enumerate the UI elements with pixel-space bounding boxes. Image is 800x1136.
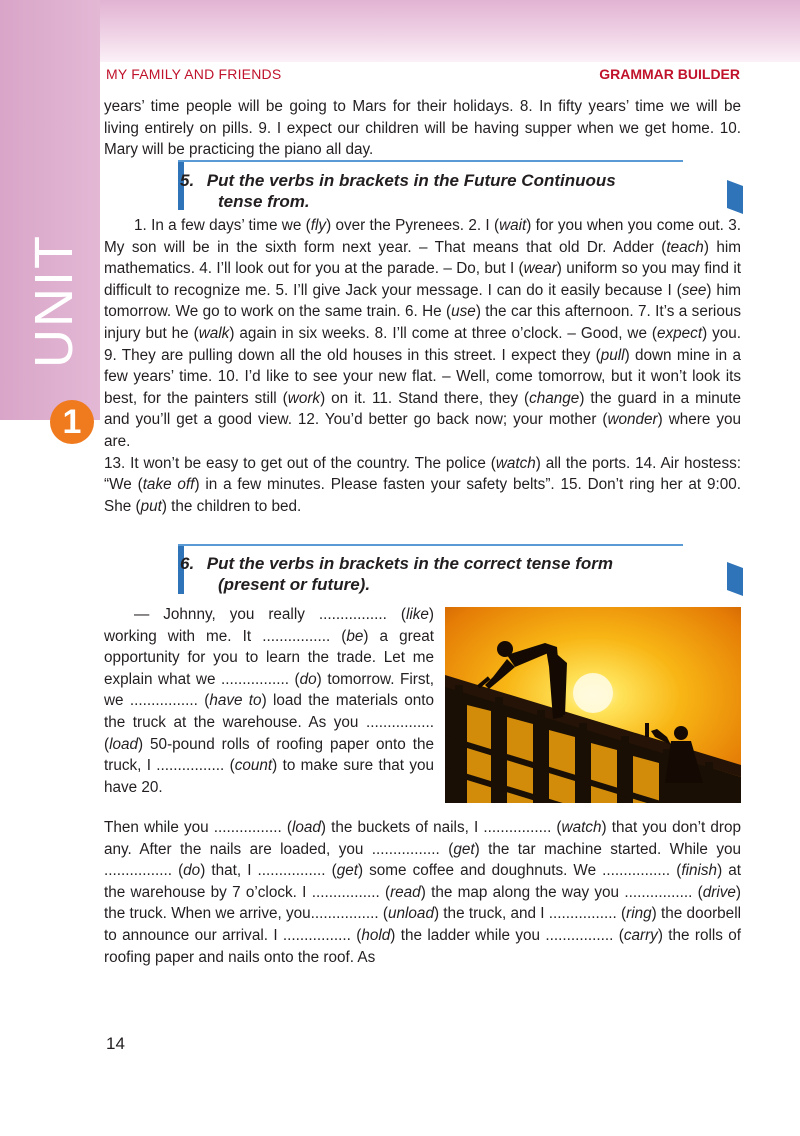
- exercise6-heading: [180, 553, 740, 595]
- sentence-text: ) the ladder while you ................ (: [390, 926, 624, 944]
- verb-prompt: change: [529, 389, 580, 407]
- photo-illustration: [445, 607, 741, 803]
- continuation-paragraph: years’ time people will be going to Mars for their holidays. 8. In fifty years’ time we will be living entirely on pills. 9. I expect our children will be having supper when we get home. 10. Mary will be practicing the piano all day.: [104, 98, 741, 159]
- sentence-text: ) the rolls of roofing paper and nails onto the roof. As: [104, 926, 742, 966]
- verb-prompt: drive: [702, 883, 736, 901]
- verb-prompt: count: [234, 757, 273, 775]
- sentence-text: Then while you ................ (: [104, 819, 292, 836]
- verb-prompt: work: [287, 389, 321, 407]
- sentence-text: ) the car this afternoon. 7. It’s a serious injury but he (: [104, 303, 741, 342]
- sentence-text: ) that you don’t drop any. After the nails are loaded, you ................ (: [104, 819, 742, 858]
- exercise6-number: 6.: [180, 554, 195, 573]
- sentence-text: ) the buckets of nails, I ................ (: [320, 819, 562, 836]
- sentence-text: ) that, I ................ (: [200, 862, 337, 880]
- sentence-text: ) in a few minutes. Please fasten your safety belts”. 15. Don’t ring her at 9:00. She (: [104, 476, 741, 515]
- verb-prompt: load: [109, 735, 139, 753]
- verb-prompt: have to: [209, 692, 262, 710]
- sentence-text: ) all the ports. 14. Air hostess: “We (: [104, 454, 741, 494]
- sentence-text: ) where you are.: [104, 411, 741, 450]
- sentence-text: ) him mathematics. 4. I’ll look out for you at the parade. – Do, but I (: [104, 238, 741, 278]
- verb-prompt: do: [183, 862, 201, 880]
- verb-prompt: wear: [523, 260, 557, 278]
- sentence-text: ) down mine in a few years’ time. 10. I’d like to see your new flat. – Well, come tomorrow, but it won’t look its best, for the painters still (: [104, 346, 741, 407]
- exercise6-heading-rule: [178, 544, 683, 546]
- page-number: 14: [106, 1034, 125, 1053]
- roofers-silhouette-photo: [445, 607, 741, 803]
- verb-prompt: expect: [657, 324, 703, 342]
- sentence-text: ) for you when you come out. 3. My son will be in the sixth form next year. – That means that old Dr. Adder (: [104, 217, 742, 256]
- verb-prompt: wonder: [607, 411, 658, 429]
- unit-number-badge: 1: [50, 400, 94, 444]
- verb-prompt: watch: [561, 819, 602, 836]
- sentence-text: ) the truck, and I ................ (: [433, 905, 627, 923]
- verb-prompt: wait: [499, 217, 527, 234]
- sentence-text: ) 50-pound rolls of roofing paper onto the truck, I ................ (: [104, 735, 434, 775]
- sentence-text: ) the children to bed.: [161, 497, 302, 515]
- sentence-text: 1. In a few days’ time we (: [134, 217, 311, 234]
- sentence-text: ) the doorbell to announce our arrival. I ................ (: [104, 905, 741, 944]
- running-header-section: MY FAMILY AND FRIENDS: [106, 66, 282, 82]
- sentence-text: ) him tomorrow. We go to work on the same train. 6. He (: [104, 281, 741, 321]
- exercise6-body-wide: [104, 817, 741, 968]
- verb-prompt: fly: [310, 217, 327, 234]
- exercise5-number: 5.: [180, 171, 195, 190]
- sentence-text: ) uniform so you may find it difficult to recognize me. 5. I’ll give Jack your message. I can do it easily because I (: [104, 260, 741, 299]
- sentence-text: — Johnny, you really ................ (: [134, 606, 406, 623]
- verb-prompt: get: [336, 862, 358, 880]
- verb-prompt: load: [291, 819, 321, 836]
- verb-prompt: ring: [626, 905, 652, 923]
- sentence-text: ) on it. 11. Stand there, they (: [320, 389, 530, 407]
- unit-label: UNIT: [24, 234, 84, 368]
- sentence-text: ) a great opportunity for you to learn the trade. Let me explain what we ................ (: [104, 627, 435, 688]
- verb-prompt: hold: [361, 926, 391, 944]
- sentence-text: ) load the materials onto the truck at the warehouse. As you ................ (: [104, 692, 434, 753]
- exercise6-body-narrow: [104, 604, 434, 798]
- verb-prompt: see: [681, 281, 707, 299]
- exercise6-title-line1: Put the verbs in brackets in the correct tense form: [206, 554, 613, 573]
- exercise6-dialogue-start: [104, 604, 434, 798]
- verb-prompt: put: [140, 497, 162, 515]
- sentence-text: ) at the warehouse by 7 o’clock. I ................ (: [104, 862, 742, 901]
- verb-prompt: teach: [666, 238, 704, 256]
- sentence-text: ) the guard in a minute and you’ll get a good view. 12. You’d better go back now; your mother (: [104, 389, 741, 429]
- verb-prompt: finish: [681, 862, 718, 880]
- continuation-text: [104, 96, 741, 161]
- verb-prompt: walk: [198, 324, 230, 342]
- exercise5-body: [104, 215, 741, 517]
- verb-prompt: be: [346, 627, 364, 645]
- verb-prompt: carry: [623, 926, 658, 944]
- sentence-text: ) over the Pyrenees. 2. I (: [326, 217, 500, 234]
- exercise6-dialogue-continued: [104, 817, 741, 968]
- verb-prompt: read: [390, 883, 421, 901]
- verb-prompt: take off: [142, 476, 195, 494]
- exercise5-title-line1: Put the verbs in brackets in the Future Continuous: [206, 171, 616, 190]
- header-band: [0, 0, 800, 62]
- running-header-topic: GRAMMAR BUILDER: [599, 66, 740, 82]
- verb-prompt: like: [405, 606, 429, 623]
- exercise5-sentences: [104, 215, 741, 517]
- sentence-text: ) the map along the way you ................ (: [420, 883, 703, 901]
- sentence-text: 13. It won’t be easy to get out of the country. The police (: [104, 454, 496, 472]
- exercise6-title-line2: (present or future).: [218, 575, 371, 594]
- sentence-text: ) you. 9. They are pulling down all the old houses in this street. I expect they (: [104, 324, 742, 364]
- sentence-text: ) again in six weeks. 8. I’ll come at three o’clock. – Good, we (: [229, 324, 657, 342]
- exercise5-heading-rule: [178, 160, 683, 162]
- sentence-text: ) the truck. When we arrive, you................ (: [104, 883, 741, 923]
- exercise5-heading: [180, 170, 740, 212]
- verb-prompt: do: [299, 670, 317, 688]
- sentence-text: ) the tar machine started. While you ................ (: [104, 840, 741, 880]
- verb-prompt: watch: [495, 454, 536, 472]
- sentence-text: ) to make sure that you have 20.: [104, 757, 434, 796]
- sentence-text: ) working with me. It ................ (: [104, 606, 434, 645]
- verb-prompt: use: [451, 303, 476, 321]
- sentence-text: ) tomorrow. First, we ................ (: [104, 670, 435, 710]
- verb-prompt: get: [453, 840, 475, 858]
- sentence-text: ) some coffee and doughnuts. We ................ (: [357, 862, 682, 880]
- verb-prompt: unload: [388, 905, 434, 923]
- exercise5-title-line2: tense from.: [218, 192, 310, 211]
- verb-prompt: pull: [600, 346, 625, 364]
